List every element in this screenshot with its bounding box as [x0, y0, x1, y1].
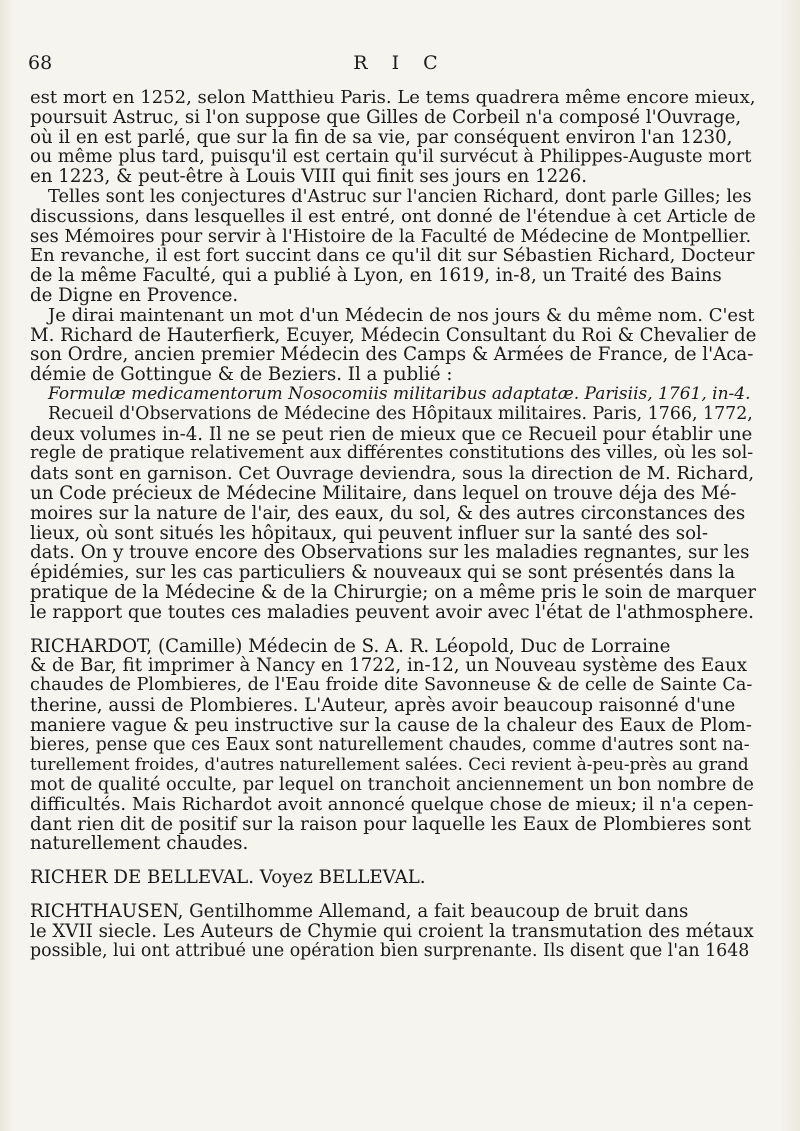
text-line: ses Mémoires pour servir à l'Histoire de la Faculté de Médecine de Montpellier. — [30, 226, 752, 247]
page-header — [28, 52, 772, 82]
text-line: est mort en 1252, selon Matthieu Paris. Le tems quadrera même encore mieux, — [30, 88, 756, 108]
text-line: mot de qualité occulte, par lequel on tranchoit anciennement un bon nombre de — [30, 775, 754, 795]
text-line: son Ordre, ancien premier Médecin des Camps & Armées de France, de l'Aca- — [30, 345, 754, 366]
text-line: moires sur la nature de l'air, des eaux, du sol, & des autres circonstances des — [30, 503, 746, 524]
entry-richardot — [30, 637, 756, 855]
text-line: épidémies, sur les cas particuliers & nouveaux qui se sont présentés dans la — [30, 563, 736, 583]
entry-richer-de-belleval — [30, 868, 756, 888]
text-line: maniere vague & peu instructive sur la cause de la chaleur des Eaux de Plom- — [30, 715, 752, 736]
text-line: le XVII siecle. Les Auteurs de Chymie qui croient la transmutation des métaux — [30, 921, 754, 942]
text-line: dats. On y trouve encore des Observations sur les maladies regnantes, sur les — [30, 543, 750, 564]
text-line: en 1223, & peut-être à Louis VIII qui finit ses jours en 1226. — [30, 167, 588, 187]
text-line: dant rien dit de positif sur la raison pour laquelle les Eaux de Plombieres sont — [30, 814, 752, 835]
text-line: bieres, pense que ces Eaux sont naturellement chaudes, comme d'autres sont na- — [30, 735, 750, 755]
text-line: Formulæ medicamentorum Nosocomiis militaribus adaptatæ. Parisiis, 1761, in-4. — [48, 384, 751, 404]
text-line: dats sont en garnison. Cet Ouvrage deviendra, sous la direction de M. Richard, — [30, 464, 755, 484]
text-line: therine, aussi de Plombieres. L'Auteur, après avoir beaucoup raisonné d'une — [30, 695, 736, 716]
entry-headline: RICHTHAUSEN, Gentilhomme Allemand, a fait beaucoup de bruit dans — [30, 902, 689, 922]
text-line: poursuit Astruc, si l'on suppose que Gilles de Corbeil n'a composé l'Ouvrage, — [30, 107, 742, 128]
text-line: deux volumes in-4. Il ne se peut rien de mieux que ce Recueil pour établir une — [30, 424, 753, 445]
text-line: naturellement chaudes. — [30, 834, 249, 855]
text-line: Recueil d'Observations de Médecine des Hôpitaux militaires. Paris, 1766, 1772, — [48, 404, 753, 424]
text-line: un Code précieux de Médecine Militaire, dans lequel on trouve déja des Mé- — [30, 483, 737, 504]
paragraph-richard-hauterfierk — [30, 306, 756, 623]
paragraph-astruc-dating — [30, 88, 756, 187]
entry-headline: RICHARDOT, (Camille) Médecin de S. A. R. Léopold, Duc de Lorraine — [30, 636, 671, 657]
text-line: turellement froides, d'autres naturellement salées. Ceci revient à-peu-près au grand — [30, 755, 749, 775]
cross-reference: RICHER DE BELLEVAL. Voyez BELLEVAL. — [30, 868, 426, 889]
text-line: possible, lui ont attribué une opération bien surprenante. Ils disent que l'an 1648 — [30, 941, 750, 961]
text-line: chaudes de Plombieres, de l'Eau froide dite Savonneuse & de celle de Sainte Ca- — [30, 676, 753, 696]
text-line: M. Richard de Hauterfierk, Ecuyer, Médecin Consultant du Roi & Chevalier de — [30, 325, 756, 346]
text-line: difficultés. Mais Richardot avoit annoncé quelque chose de mieux; il n'a cepen- — [30, 794, 754, 815]
entry-richthausen — [30, 902, 756, 961]
text-line: de la même Faculté, qui a publié à Lyon, en 1619, in-8, un Traité des Bains — [30, 266, 722, 286]
text-line: ou même plus tard, puisqu'il est certain qu'il survécut à Philippes-Auguste mort — [30, 147, 752, 168]
page-number: 68 — [28, 52, 53, 74]
text-line: où il en est parlé, que sur la fin de sa vie, par conséquent environ l'an 1230, — [30, 127, 733, 148]
text-body — [30, 88, 756, 961]
text-line: & de Bar, fit imprimer à Nancy en 1722, in-12, un Nouveau système des Eaux — [30, 656, 747, 677]
text-line: Telles sont les conjectures d'Astruc sur l'ancien Richard, dont parle Gilles; les — [48, 186, 752, 207]
text-line: En revanche, il est fort succint dans ce qu'il dit sur Sébastien Richard, Docteur — [30, 246, 755, 267]
running-head: R I C — [353, 52, 447, 74]
text-line: regle de pratique relativement aux différentes constitutions des villes, où les sol- — [30, 444, 754, 464]
text-line: lieux, où sont situés les hôpitaux, qui peuvent influer sur la santé des sol- — [30, 523, 709, 544]
text-line: démie de Gottingue & de Beziers. Il a publié : — [30, 365, 453, 385]
text-line: Je dirai maintenant un mot d'un Médecin de nos jours & du même nom. C'est — [48, 305, 755, 326]
text-line: le rapport que toutes ces maladies peuvent avoir avec l'état de l'athmosphere. — [30, 602, 754, 623]
text-line: de Digne en Provence. — [30, 285, 239, 306]
text-line: pratique de la Médecine & de la Chirurgie; on a même pris le soin de marquer — [30, 582, 756, 603]
paragraph-astruc-conjectures — [30, 187, 756, 306]
text-line: discussions, dans lesquelles il est entré, ont donné de l'étendue à cet Article de — [30, 206, 756, 227]
